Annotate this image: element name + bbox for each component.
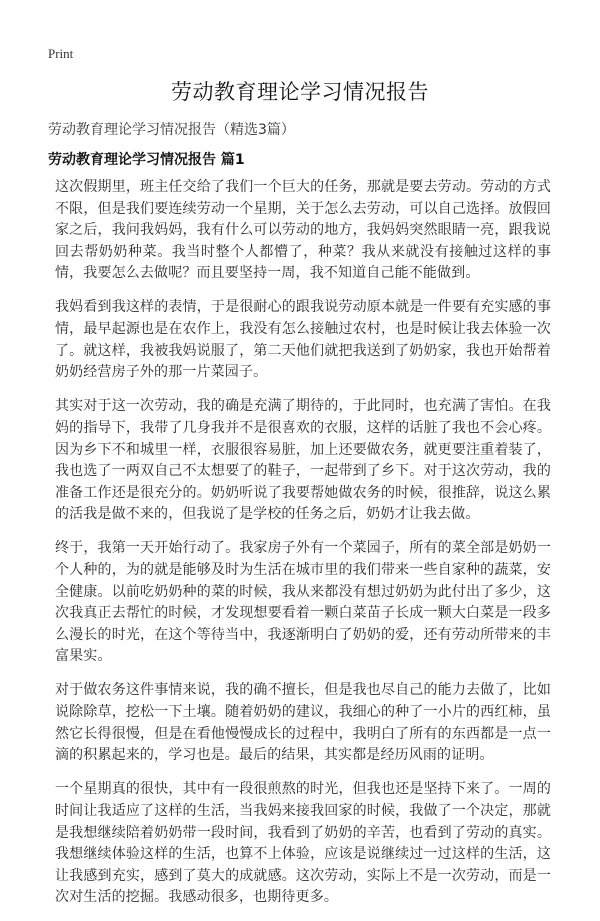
document-subtitle: 劳动教育理论学习情况报告（精选3篇） (48, 122, 295, 138)
paragraph: 其实对于这一次劳动，我的确是充满了期待的，于此同时，也充满了害怕。在我妈的指导下，我带了几身我并不是很喜欢的衣服，这样的话脏了我也不会心疼。因为乡下不和城里一样，衣服很容易脏，加上还要做农务，就更要注重着装了，我也选了一两双自己不太想要了的鞋子，一起带到了乡下。对于这次劳动，我的准备工作还是很充分的。奶奶听说了我要帮她做农务的时候，很推辞，说这么累的活我是做不来的，但我说了是学校的任务之后，奶奶才让我去做。 (55, 398, 551, 523)
paragraph: 一个星期真的很快，其中有一段很煎熬的时光，但我也还是坚持下来了。一周的时间让我适应了这样的生活，当我妈来接我回家的时候，我做了一个决定，那就是我想继续陪着奶奶带一段时间，我看到了奶奶的辛苦，也看到了劳动的真实。我想继续体验这样的生活，也算不上体验，应该是说继续过一过这样的生活，这让我感到充实，感到了莫大的成就感。这次劳动，实际上不是一次劳动，而是一次对生活的挖掘。我感动很多，也期待更多。 (55, 781, 551, 906)
article-body (55, 177, 551, 921)
page-title: 劳动教育理论学习情况报告 (171, 80, 429, 104)
paragraph: 这次假期里，班主任交给了我们一个巨大的任务，那就是要去劳动。劳动的方式不限，但是我们要连续劳动一个星期，关于怎么去劳动，可以自己选择。放假回家之后，我问我妈妈，我有什么可以劳动的地方，我妈妈突然眼睛一亮，跟我说回去帮奶奶种菜。我当时整个人都懵了，种菜？我从来就没有接触过这样的事情，我要怎么去做呢？而且要坚持一周，我不知道自己能不能做到。 (55, 179, 551, 282)
print-link[interactable]: Print (48, 46, 74, 61)
section-heading: 劳动教育理论学习情况报告 篇1 (48, 152, 245, 168)
paragraph: 对于做农务这件事情来说，我的确不擅长，但是我也尽自己的能力去做了，比如说除除草，挖松一下土壤。随着奶奶的建议，我细心的种了一小片的西红柿，虽然它长得很慢，但是在看他慢慢成长的过程中，我明白了所有的东西都是一点一滴的积累起来的，学习也是。最后的结果，其实都是经历风雨的证明。 (55, 682, 551, 764)
paragraph: 我妈看到我这样的表情，于是很耐心的跟我说劳动原本就是一件要有充实感的事情，最早起源也是在农作上，我没有怎么接触过农村，也是时候让我去体验一次了。就这样，我被我妈说服了，第二天他们就把我送到了奶奶家，我也开始帮着奶奶经营房子外的那一片菜园子。 (55, 299, 551, 381)
paragraph: 终于，我第一天开始行动了。我家房子外有一个菜园子，所有的菜全部是奶奶一个人种的，为的就是能够及时为生活在城市里的我们带来一些自家种的蔬菜，安全健康。以前吃奶奶种的菜的时候，我从来都没有想过奶奶为此付出了多少，这次我真正去帮忙的时候，才发现想要看着一颗白菜苗子长成一颗大白菜是一段多么漫长的时光，在这个等待当中，我逐渐明白了奶奶的爱，还有劳动所带来的丰富果实。 (55, 540, 551, 665)
